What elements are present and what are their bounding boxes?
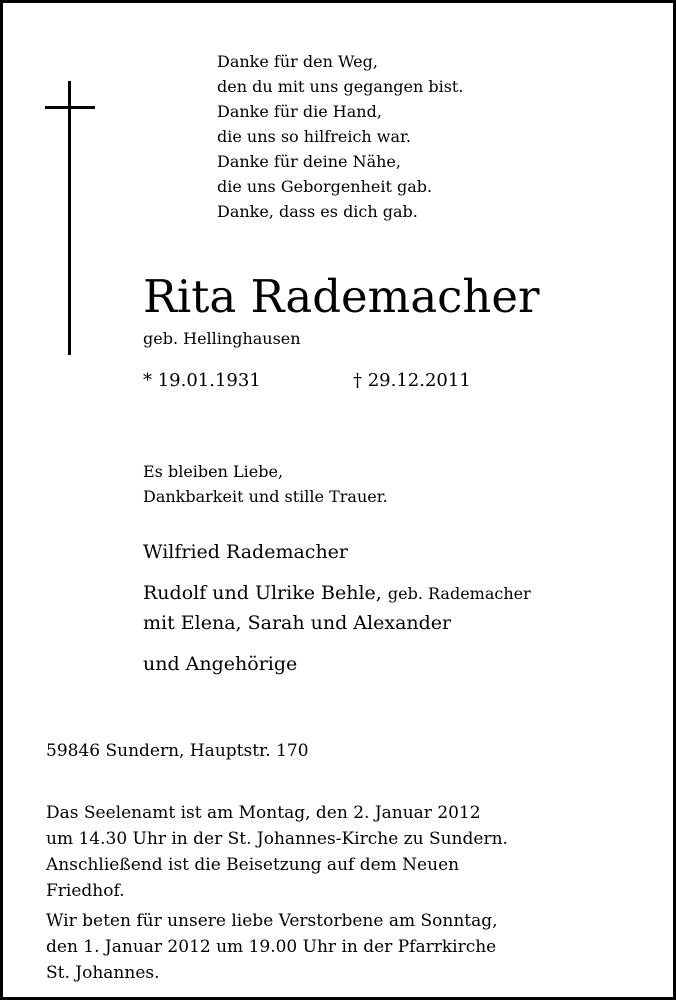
family-line: mit Elena, Sarah und Alexander: [143, 612, 452, 634]
poem-line: Danke, dass es dich gab.: [217, 202, 418, 221]
maiden-name: geb. Hellinghausen: [143, 329, 301, 348]
cross-horizontal-bar: [45, 106, 95, 109]
prayer-line: St. Johannes.: [46, 963, 160, 983]
motto: [143, 459, 388, 509]
service-paragraph: [46, 800, 508, 904]
family-line: Wilfried Rademacher: [143, 541, 349, 563]
poem-line: die uns so hilfreich war.: [217, 127, 412, 146]
family-maiden-note: geb. Rademacher: [387, 584, 531, 603]
motto-line: Dankbarkeit und stille Trauer.: [143, 487, 388, 506]
family-names: Rudolf und Ulrike Behle,: [143, 582, 382, 604]
service-line: Anschließend ist die Beisetzung auf dem Neuen: [46, 855, 460, 875]
poem: [217, 49, 463, 224]
cross-vertical-bar: [68, 81, 71, 355]
birth-date: * 19.01.1931: [143, 370, 261, 391]
address: 59846 Sundern, Hauptstr. 170: [46, 741, 309, 761]
death-date: † 29.12.2011: [353, 370, 471, 391]
poem-line: den du mit uns gegangen bist.: [217, 77, 464, 96]
family-line: und Angehörige: [143, 653, 298, 675]
prayer-paragraph: [46, 908, 498, 986]
motto-line: Es bleiben Liebe,: [143, 462, 284, 481]
family-line: [143, 579, 531, 608]
poem-line: Danke für deine Nähe,: [217, 152, 401, 171]
service-line: Das Seelenamt ist am Montag, den 2. Januar 2012: [46, 803, 481, 823]
deceased-name: Rita Rademacher: [143, 270, 540, 323]
poem-line: Danke für die Hand,: [217, 102, 382, 121]
service-line: um 14.30 Uhr in der St. Johannes-Kirche zu Sundern.: [46, 829, 508, 849]
prayer-line: den 1. Januar 2012 um 19.00 Uhr in der Pfarrkirche: [46, 937, 497, 957]
poem-line: die uns Geborgenheit gab.: [217, 177, 433, 196]
prayer-line: Wir beten für unsere liebe Verstorbene am Sonntag,: [46, 911, 498, 931]
poem-line: Danke für den Weg,: [217, 52, 378, 71]
service-line: Friedhof.: [46, 881, 125, 901]
